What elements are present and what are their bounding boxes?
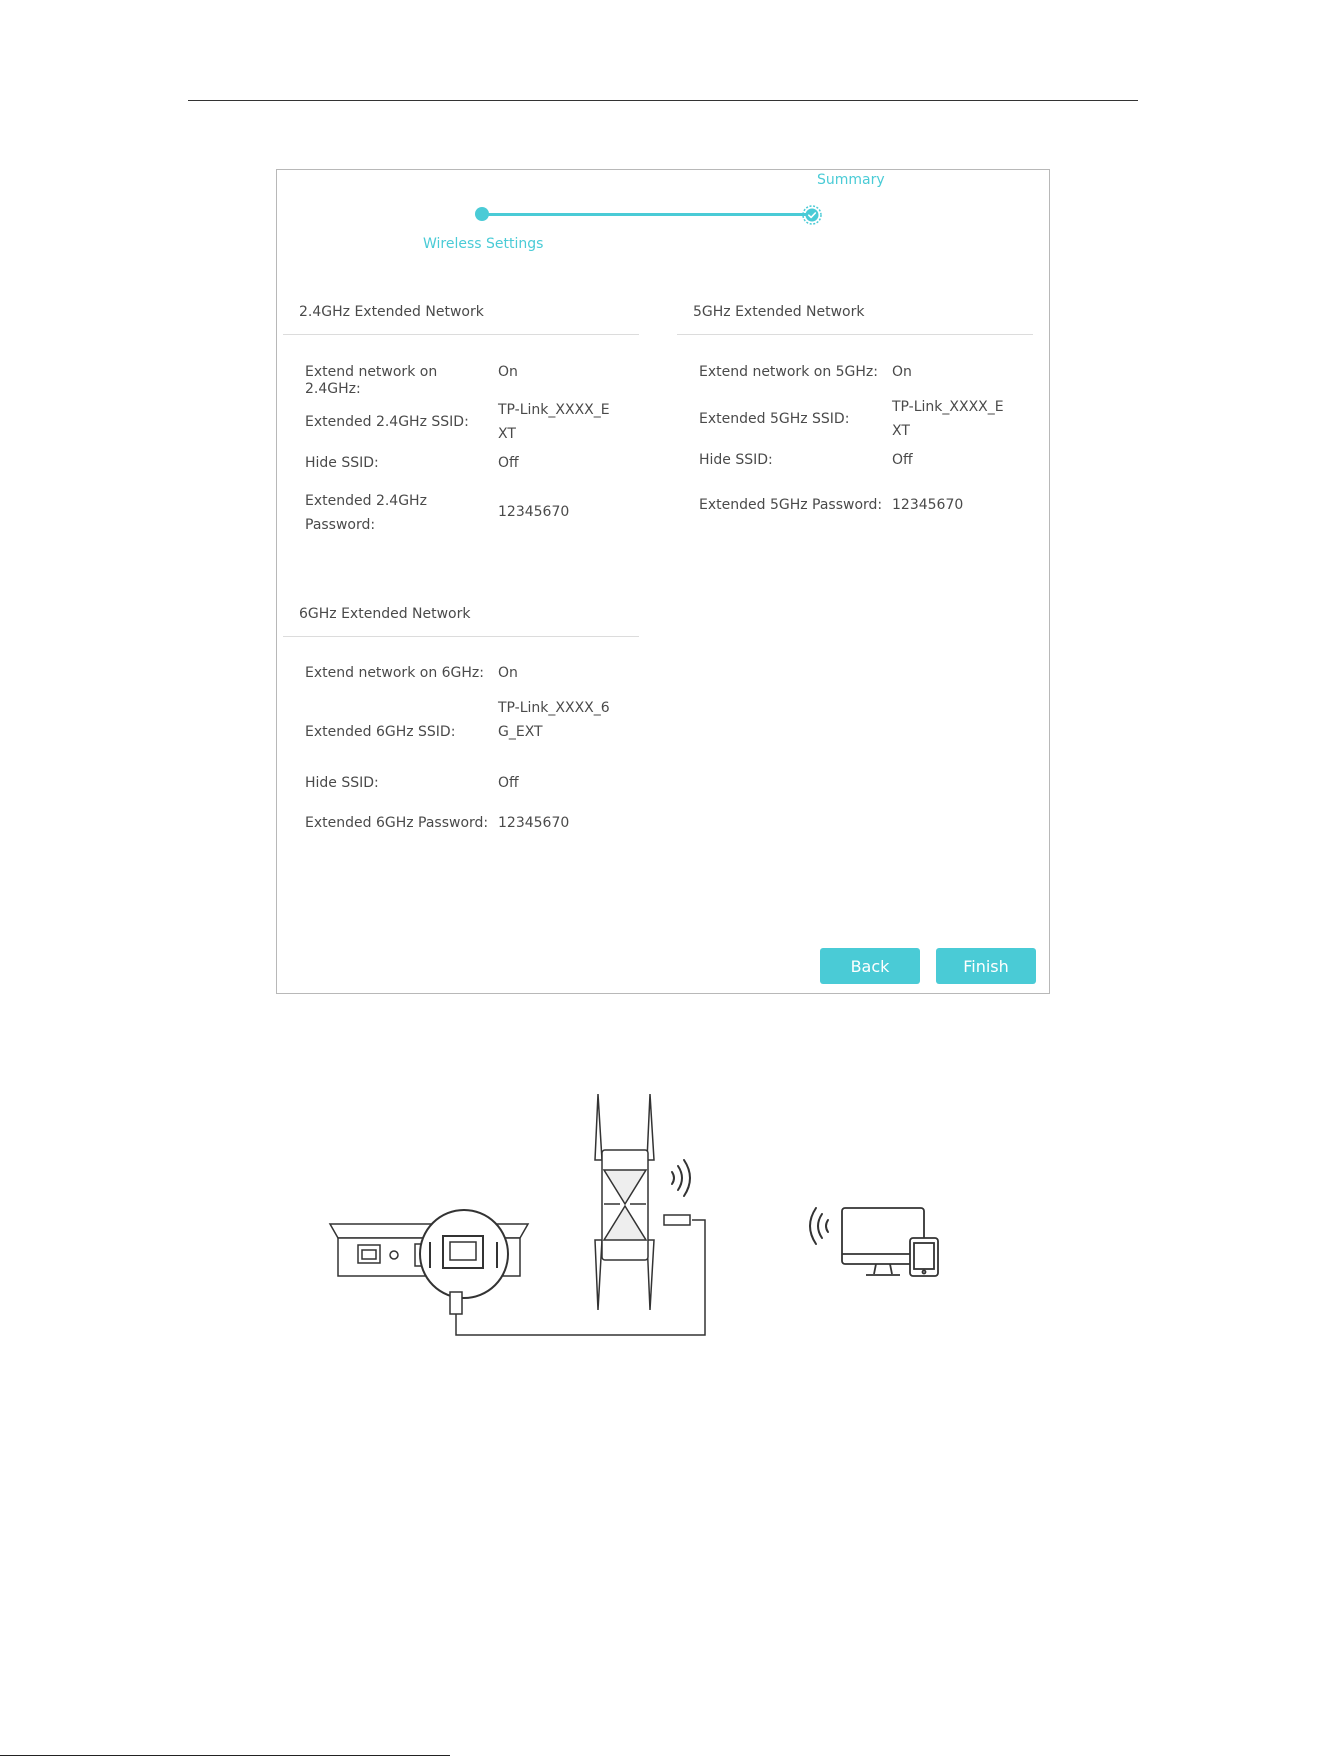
wifi-signal-icon <box>672 1160 690 1196</box>
wifi-signal-icon <box>810 1208 828 1244</box>
row-value: 12345670 <box>498 815 570 831</box>
row-label: Extended 5GHz Password: <box>699 497 883 513</box>
section-divider <box>677 334 1033 335</box>
row-label: Extended 6GHz Password: <box>305 815 489 831</box>
row-label: Extend network on 5GHz: <box>699 364 878 380</box>
row-value: On <box>892 364 912 380</box>
tablet-icon <box>910 1238 938 1276</box>
section-title: 5GHz Extended Network <box>693 304 865 320</box>
row-value: TP-Link_XXXX_6G_EXT <box>498 700 610 740</box>
page-footer-rule <box>0 1755 450 1756</box>
extender-icon <box>595 1094 654 1310</box>
row-value: Off <box>498 775 519 791</box>
stepper-line <box>482 213 811 216</box>
row-label: Extend network on 2.4GHz: <box>305 364 438 397</box>
step-complete-icon <box>802 205 822 225</box>
section-6ghz <box>283 606 639 866</box>
row-label: Extended 6GHz SSID: <box>305 724 456 740</box>
section-title: 2.4GHz Extended Network <box>299 304 484 320</box>
row-label: Extended 5GHz SSID: <box>699 411 850 427</box>
section-divider <box>283 334 639 335</box>
step-dot-icon <box>475 207 489 221</box>
row-value: Off <box>498 455 519 471</box>
row-value: Off <box>892 452 913 468</box>
section-divider <box>283 636 639 637</box>
row-label: Extend network on 6GHz: <box>305 665 484 681</box>
row-label: Hide SSID: <box>305 775 379 791</box>
network-connection-diagram <box>320 1090 1000 1350</box>
page-header-rule <box>188 100 1138 101</box>
row-value: TP-Link_XXXX_EXT <box>498 402 610 442</box>
section-24ghz <box>283 304 639 544</box>
row-value: On <box>498 364 518 380</box>
step-label-summary: Summary <box>817 172 885 188</box>
row-value: TP-Link_XXXX_EXT <box>892 399 1004 439</box>
port-magnifier-icon <box>420 1210 508 1298</box>
row-value: 12345670 <box>892 497 964 513</box>
back-button[interactable]: Back <box>820 948 920 984</box>
step-label-wireless-settings: Wireless Settings <box>423 236 544 252</box>
row-label: Hide SSID: <box>699 452 773 468</box>
row-value: On <box>498 665 518 681</box>
row-label: Extended 2.4GHz Password: <box>305 493 427 533</box>
section-5ghz <box>677 304 1033 544</box>
summary-panel <box>276 169 1050 994</box>
section-title: 6GHz Extended Network <box>299 606 471 622</box>
finish-button[interactable]: Finish <box>936 948 1036 984</box>
row-label: Hide SSID: <box>305 455 379 471</box>
row-label: Extended 2.4GHz SSID: <box>305 414 469 430</box>
row-value: 12345670 <box>498 504 570 520</box>
